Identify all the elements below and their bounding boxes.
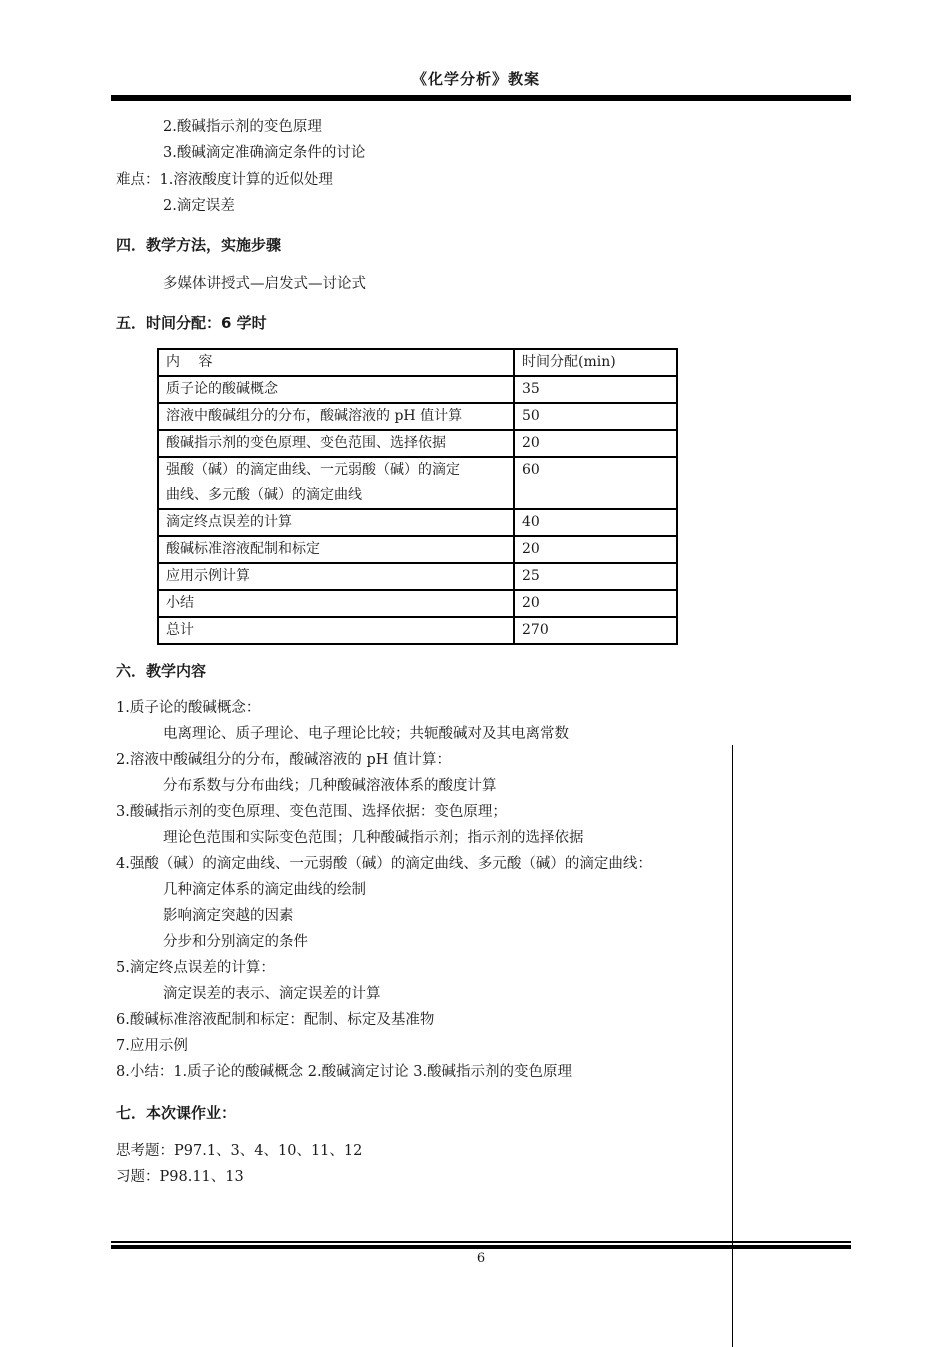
table-row bbox=[158, 376, 677, 403]
table-cell-content: 溶液中酸碱组分的分布，酸碱溶液的 pH 值计算 bbox=[158, 403, 514, 430]
table-cell-time: 20 bbox=[514, 590, 677, 617]
section-4-content: 多媒体讲授式—启发式—讨论式 bbox=[163, 276, 366, 292]
section-5-title: 五．时间分配：6 学时 bbox=[116, 314, 267, 332]
content-item-7: 7.应用示例 bbox=[116, 1038, 188, 1054]
header-rule bbox=[111, 95, 851, 101]
table-row bbox=[158, 536, 677, 563]
content-detail-2: 分布系数与分布曲线；几种酸碱溶液体系的酸度计算 bbox=[163, 778, 497, 794]
table-cell-time: 20 bbox=[514, 536, 677, 563]
table-row bbox=[158, 457, 677, 509]
key-point-3: 3.酸碱滴定准确滴定条件的讨论 bbox=[163, 145, 366, 161]
page-header-title: 《化学分析》教案 bbox=[411, 70, 540, 88]
content-item-5: 5.滴定终点误差的计算： bbox=[116, 960, 275, 976]
table-cell-time: 50 bbox=[514, 403, 677, 430]
table-header-time: 时间分配(min) bbox=[514, 349, 677, 376]
difficulty-1: 难点：1.溶液酸度计算的近似处理 bbox=[116, 172, 333, 188]
table-header-content: 内 容 bbox=[158, 349, 514, 376]
content-item-1: 1.质子论的酸碱概念： bbox=[116, 700, 261, 716]
homework-thinking: 思考题：P97.1、3、4、10、11、12 bbox=[116, 1143, 363, 1159]
table-cell-content: 应用示例计算 bbox=[158, 563, 514, 590]
table-cell-time: 60 bbox=[514, 457, 677, 509]
table-cell-content: 滴定终点误差的计算 bbox=[158, 509, 514, 536]
table-row bbox=[158, 430, 677, 457]
table-cell-time: 35 bbox=[514, 376, 677, 403]
table-cell-content: 酸碱指示剂的变色原理、变色范围、选择依据 bbox=[158, 430, 514, 457]
section-6-title: 六．教学内容 bbox=[116, 662, 207, 680]
table-row bbox=[158, 403, 677, 430]
table-cell-content-line2: 曲线、多元酸（碱）的滴定曲线 bbox=[166, 487, 362, 503]
page-number: 6 bbox=[476, 1251, 486, 1266]
key-point-2: 2.酸碱指示剂的变色原理 bbox=[163, 119, 322, 135]
content-item-4: 4.强酸（碱）的滴定曲线、一元弱酸（碱）的滴定曲线、多元酸（碱）的滴定曲线： bbox=[116, 856, 652, 872]
time-allocation-table bbox=[157, 348, 678, 645]
content-item-6: 6.酸碱标准溶液配制和标定：配制、标定及基准物 bbox=[116, 1012, 435, 1028]
content-detail-4c: 分步和分别滴定的条件 bbox=[163, 934, 308, 950]
table-cell-time: 20 bbox=[514, 430, 677, 457]
table-row bbox=[158, 563, 677, 590]
table-cell-time: 40 bbox=[514, 509, 677, 536]
table-cell-content: 质子论的酸碱概念 bbox=[158, 376, 514, 403]
section-7-title: 七．本次课作业： bbox=[116, 1104, 237, 1122]
table-cell-content: 酸碱标准溶液配制和标定 bbox=[158, 536, 514, 563]
content-detail-3: 理论色范围和实际变色范围；几种酸碱指示剂；指示剂的选择依据 bbox=[163, 830, 584, 846]
content-detail-1: 电离理论、质子理论、电子理论比较；共轭酸碱对及其电离常数 bbox=[163, 726, 569, 742]
content-item-3: 3.酸碱指示剂的变色原理、变色范围、选择依据：变色原理； bbox=[116, 804, 507, 820]
section-4-title: 四．教学方法，实施步骤 bbox=[116, 236, 282, 254]
table-cell-content: 小结 bbox=[158, 590, 514, 617]
table-row bbox=[158, 590, 677, 617]
content-detail-5: 滴定误差的表示、滴定误差的计算 bbox=[163, 986, 381, 1002]
difficulty-2: 2.滴定误差 bbox=[163, 198, 235, 214]
table-cell-content-line1: 强酸（碱）的滴定曲线、一元弱酸（碱）的滴定 bbox=[166, 462, 460, 478]
table-header-row bbox=[158, 349, 677, 376]
table-cell-time: 270 bbox=[514, 617, 677, 644]
footer-rule-top bbox=[111, 1241, 851, 1243]
table-cell-content: 总计 bbox=[158, 617, 514, 644]
footer-rule-bottom bbox=[111, 1245, 851, 1249]
content-item-2: 2.溶液中酸碱组分的分布，酸碱溶液的 pH 值计算： bbox=[116, 752, 451, 768]
table-row bbox=[158, 617, 677, 644]
content-detail-4b: 影响滴定突越的因素 bbox=[163, 908, 294, 924]
table-cell-content bbox=[158, 457, 514, 509]
table-cell-time: 25 bbox=[514, 563, 677, 590]
content-detail-4a: 几种滴定体系的滴定曲线的绘制 bbox=[163, 882, 366, 898]
table-row bbox=[158, 509, 677, 536]
content-item-8: 8.小结：1.质子论的酸碱概念 2.酸碱滴定讨论 3.酸碱指示剂的变色原理 bbox=[116, 1064, 573, 1080]
homework-exercises: 习题：P98.11、13 bbox=[116, 1169, 244, 1185]
